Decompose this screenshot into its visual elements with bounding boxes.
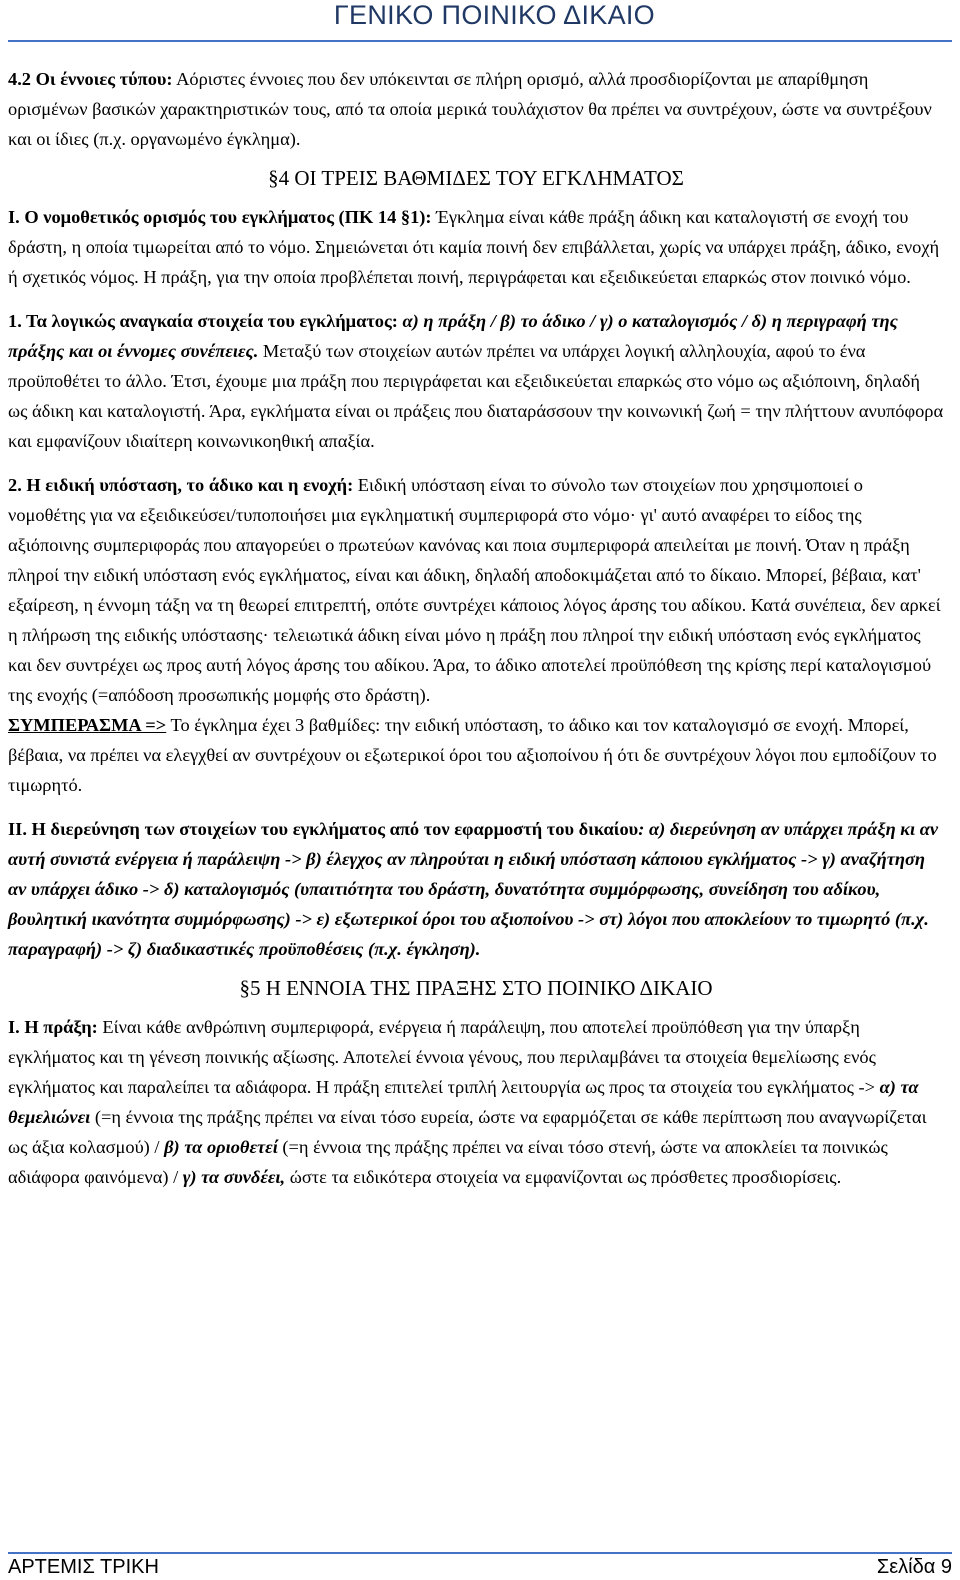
paragraph-text: Μεταξύ των στοιχείων αυτών πρέπει να υπάρχει λογική αλληλουχία, αφού το ένα προϋποθέτει το άλλο. Έτσι, έχουμε μια πράξη που περιγράφεται και εξειδικεύεται επαρκώς στο νόμο ως αξιόποινη, δηλαδή ως άδικη και καταλογιστή. Άρα, εγκλήματα είναι οι πράξεις που διαταράσσουν την κοινωνική ζωή = την πλήττουν ανυπόφορα και εμφανίζουν ιδιαίτερη κοινωνικοηθική απαξία. bbox=[8, 341, 944, 451]
paragraph-emphasis: γ) τα συνδέει, bbox=[178, 1167, 286, 1187]
section-heading-5: §5 Η ΕΝΝΟΙΑ ΤΗΣ ΠΡΑΞΗΣ ΣΤΟ ΠΟΙΝΙΚΟ ΔΙΚΑΙΟ bbox=[239, 976, 713, 1000]
section-heading-4: §4 ΟΙ ΤΡΕΙΣ ΒΑΘΜΙΔΕΣ ΤΟΥ ΕΓΚΛΗΜΑΤΟΣ bbox=[268, 166, 684, 190]
paragraph-text: Έγκλημα είναι κάθε πράξη άδικη και καταλογιστή σε ενοχή του δράστη, η οποία τιμωρείται από το νόμο. Σημειώνεται ότι καμία ποινή δεν επιβάλλεται, χωρίς να υπάρχει πράξη, άδικο, ενοχή ή σχετικός νόμος. Η πράξη, για την οποία προβλέπεται ποινή, περιγράφεται και εξειδικεύεται επαρκώς στον ποινικό νόμο. bbox=[8, 207, 940, 287]
paragraph-investigation bbox=[8, 814, 944, 964]
page-header-title: ΓΕΝΙΚΟ ΠΟΙΝΙΚΟ ΔΙΚΑΙΟ bbox=[333, 0, 655, 30]
paragraph-conclusion bbox=[8, 710, 944, 800]
paragraph-emphasis: : α) διερεύνηση αν υπάρχει πράξη κι αν αυτή συνιστά ενέργεια ή παράλειψη -> β) έλεγχος αν πληρούται η ειδική υπόσταση κάποιου εγκλήματος -> γ) αναζήτηση αν υπάρχει άδικο -> δ) καταλογισμός (υπαιτιότητα του δράστη, δυνατότητα συμμόρφωσης, συνείδηση του αδίκου, βουλητική ικανότητα συμμόρφωσης) -> ε) εξωτερικοί όροι του αξιοποίνου -> στ) λόγοι που αποκλείουν το τιμωρητό (π.χ. παραγραφή) -> ζ) διαδικαστικές προϋποθέσεις (π.χ. έγκληση). bbox=[8, 819, 939, 959]
paragraph-legal-definition bbox=[8, 202, 944, 292]
footer-author: ΑΡΤΕΜΙΣ ΤΡΙΚΗ bbox=[8, 1556, 159, 1578]
paragraph-text: (=η έννοια της πράξης πρέπει να είναι τόσο ευρεία, ώστε να εφαρμόζεται σε κάθε περίπτωση που αναγνωρίζεται ως άξια κολασμού) / bbox=[8, 1107, 927, 1157]
paragraph-text: (=η έννοια της πράξης πρέπει να είναι τόσο στενή, ώστε να αποκλείει τα ποινικώς αδιάφορα φαινόμενα) / bbox=[8, 1137, 888, 1187]
paragraph-emphasis: α) τα θεμελιώνει bbox=[8, 1077, 919, 1127]
paragraph-the-act bbox=[8, 1012, 944, 1192]
paragraph-lead: 4.2 Οι έννοιες τύπου: bbox=[8, 69, 173, 89]
paragraph-lead: 2. Η ειδική υπόσταση, το άδικο και η ενοχή: bbox=[8, 475, 354, 495]
paragraph-essential-elements bbox=[8, 306, 944, 456]
footer-page-number: Σελίδα 9 bbox=[876, 1556, 952, 1578]
header-divider bbox=[8, 40, 952, 42]
document-body bbox=[8, 64, 944, 1192]
paragraph-text: Αόριστες έννοιες που δεν υπόκεινται σε πλήρη ορισμό, αλλά προσδιορίζονται με απαρίθμηση ορισμένων βασικών χαρακτηριστικών τους, από τα οποία μερικά τουλάχιστον θα πρέπει να συντρέχουν, ώστε να συντρέξουν και οι ίδιες (π.χ. οργανωμένο έγκλημα). bbox=[8, 69, 932, 149]
paragraph-text: ώστε τα ειδικότερα στοιχεία να εμφανίζονται ως πρόσθετες προσδιορίσεις. bbox=[285, 1167, 842, 1187]
paragraph-text: Το έγκλημα έχει 3 βαθμίδες: την ειδική υπόσταση, το άδικο και τον καταλογισμό σε ενοχή. Μπορεί, βέβαια, να πρέπει να ελεγχθεί αν συντρέχουν οι εξωτερικοί όροι του αξιοποίνου ή ότι δε συντρέχουν λόγοι που εμποδίζουν το τιμωρητό. bbox=[8, 715, 937, 795]
paragraph-text: Είναι κάθε ανθρώπινη συμπεριφορά, ενέργεια ή παράλειψη, που αποτελεί προϋπόθεση για την ύπαρξη εγκλήματος και τη γένεση ποινικής αξίωσης. Αποτελεί έννοια γένους, που περιλαμβάνει τα στοιχεία θεμελίωσης ενός εγκλήματος και παραλείπει τα αδιάφορα. Η πράξη επιτελεί τριπλή λειτουργία ως προς τα στοιχεία του εγκλήματος -> bbox=[8, 1017, 876, 1097]
paragraph-lead: Ι. Η πράξη: bbox=[8, 1017, 98, 1037]
paragraph-types-concepts bbox=[8, 64, 944, 154]
paragraph-lead: Ι. Ο νομοθετικός ορισμός του εγκλήματος (ΠΚ 14 §1): bbox=[8, 207, 432, 227]
paragraph-text: Ειδική υπόσταση είναι το σύνολο των στοιχείων που χρησιμοποιεί ο νομοθέτης για να εξειδικεύσει/τυποποιήσει μια εγκληματική συμπεριφορά στο νόμο· γι' αυτό αναφέρει το είδος της αξιόποινης συμπεριφοράς που απαγορεύει ο πρωτεύων κανόνας και ποια συμπεριφορά απειλείται με ποινή. Όταν η πράξη πληροί την ειδική υπόσταση ενός εγκλήματος, είναι και άδικη, δηλαδή αποδοκιμάζεται από το δίκαιο. Μπορεί, βέβαια, κατ' εξαίρεση, η έννομη τάξη να τη θεωρεί επιτρεπτή, οπότε συντρέχει κάποιος λόγος άρσης του αδίκου. Κατά συνέπεια, δεν αρκεί η πλήρωση της ειδικής υπόστασης· τελειωτικά άδικη είναι μόνο η πράξη που πληροί την ειδική υπόσταση ενός εγκλήματος και δεν συντρέχει ως προς αυτή λόγος άρσης του αδίκου. Άρα, το άδικο αποτελεί προϋπόθεση της κρίσης περί καταλογισμού της ενοχής (=απόδοση προσωπικής μομφής στο δράστη). bbox=[8, 475, 941, 705]
paragraph-lead: ΙΙ. Η διερεύνηση των στοιχείων του εγκλήματος από τον εφαρμοστή του δικαίου bbox=[8, 819, 639, 839]
paragraph-lead: 1. Τα λογικώς αναγκαία στοιχεία του εγκλήματος: bbox=[8, 311, 398, 331]
paragraph-lead: ΣΥΜΠΕΡΑΣΜΑ => bbox=[8, 715, 167, 735]
paragraph-emphasis: α) η πράξη / β) το άδικο / γ) ο καταλογισμός / δ) η περιγραφή της πράξης και οι έννομες συνέπειες. bbox=[8, 311, 898, 361]
paragraph-special-status bbox=[8, 470, 944, 710]
page-footer bbox=[8, 1554, 952, 1580]
paragraph-emphasis: β) τα οριοθετεί bbox=[159, 1137, 278, 1157]
